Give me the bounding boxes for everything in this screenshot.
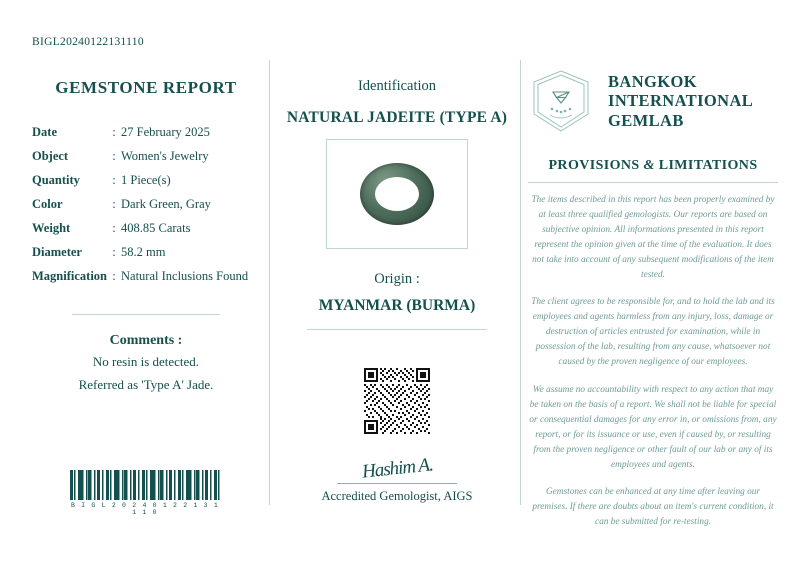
provisions-title-part-1: PROVISIONS bbox=[548, 158, 644, 173]
origin-value: MYANMAR (BURMA) bbox=[318, 297, 476, 314]
column-divider-left bbox=[269, 60, 270, 505]
table-row bbox=[32, 192, 248, 216]
barcode-number: B I G L 2 0 2 4 0 1 2 2 1 3 1 1 1 0 bbox=[71, 502, 219, 516]
left-column bbox=[26, 62, 266, 395]
field-colon: : bbox=[112, 244, 116, 259]
certificate-serial-number: BIGL20240122131110 bbox=[32, 36, 144, 48]
provisions-paragraph-4: Gemstones can be enhanced at any time after leaving our premises. If there are doubts about an item's current condition, it can be submitted for re-testing. bbox=[532, 486, 774, 527]
table-row bbox=[32, 216, 248, 240]
field-value-date: 27 February 2025 bbox=[121, 124, 210, 139]
field-label-magnification: Magnification bbox=[32, 268, 107, 283]
barcode-block bbox=[70, 470, 220, 516]
gemstone-details-table bbox=[32, 120, 248, 288]
provisions-title-part-2: LIMITATIONS bbox=[654, 158, 758, 173]
field-colon: : bbox=[112, 268, 116, 283]
middle-divider bbox=[307, 329, 487, 330]
lab-seal-icon bbox=[528, 68, 594, 134]
identification-label: Identification bbox=[357, 78, 437, 94]
qr-code-icon[interactable] bbox=[364, 368, 430, 434]
provisions-paragraph-1: The items described in this report has been properly examined by at least three qualified gemologists. Our reports are based on subjective opinion. All informations presented in this report represent the opinion given at the time of the evaluation. It does not take into account of any subsequent modifications of the item tested. bbox=[531, 195, 775, 281]
field-colon: : bbox=[112, 124, 116, 139]
jade-bangle-inner-hole bbox=[375, 177, 419, 211]
table-row bbox=[32, 120, 248, 144]
provisions-title bbox=[528, 158, 778, 174]
lab-name-line-2: INTERNATIONAL bbox=[608, 91, 754, 111]
field-label-date: Date bbox=[32, 124, 57, 139]
provisions-paragraph-2: The client agrees to be responsible for, and to hold the lab and its employees and agents harmless from any injury, loss, damage or destruction of articles entrusted for examination, while in possession of the lab, resulting from any cause, whatsoever not caused by the proven negligence of our employees. bbox=[531, 297, 775, 368]
section-divider bbox=[72, 314, 220, 315]
field-label-weight: Weight bbox=[32, 220, 71, 235]
gemologist-signature: Hashim A. bbox=[360, 454, 434, 483]
provisions-paragraph-3: We assume no accountability with respect to any action that may be taken on the basis of a report. We shall not be liable for special or consequential damages for any error in, or omissions from, any report, or for its issuance or use, even if caused by, or resulting from the proven negligence or other fault of our lab or any of its employees and agents. bbox=[529, 384, 777, 470]
field-colon: : bbox=[112, 196, 116, 211]
identification-value: NATURAL JADEITE (TYPE A) bbox=[286, 109, 508, 126]
comments-line-1: No resin is detected. bbox=[92, 354, 200, 369]
table-row bbox=[32, 264, 248, 288]
field-label-object: Object bbox=[32, 148, 69, 163]
brand-header bbox=[528, 68, 778, 134]
lab-name-line-3: GEMLAB bbox=[608, 110, 684, 130]
origin-label: Origin : bbox=[374, 271, 420, 287]
table-row bbox=[32, 240, 248, 264]
field-label-diameter: Diameter bbox=[32, 244, 82, 259]
column-divider-right bbox=[520, 60, 521, 505]
page-title: GEMSTONE REPORT bbox=[55, 78, 237, 97]
field-value-magnification: Natural Inclusions Found bbox=[121, 268, 249, 283]
field-value-weight: 408.85 Carats bbox=[121, 220, 191, 235]
gemstone-photo bbox=[326, 139, 468, 249]
table-row bbox=[32, 144, 248, 168]
barcode-icon bbox=[70, 470, 220, 500]
field-value-color: Dark Green, Gray bbox=[121, 196, 211, 211]
provisions-divider bbox=[528, 182, 778, 183]
lab-name bbox=[608, 72, 753, 130]
jade-bangle-image bbox=[360, 163, 434, 225]
qr-code-svg bbox=[364, 368, 430, 434]
signature-line bbox=[337, 483, 457, 484]
field-colon: : bbox=[112, 220, 116, 235]
table-row bbox=[32, 168, 248, 192]
right-column bbox=[528, 62, 778, 542]
signature-caption: Accredited Gemologist, AIGS bbox=[321, 489, 473, 503]
provisions-title-ampersand: & bbox=[643, 158, 655, 173]
comments-heading: Comments : bbox=[109, 333, 183, 348]
field-colon: : bbox=[112, 172, 116, 187]
middle-column bbox=[277, 62, 517, 504]
comments-line-2: Referred as 'Type A' Jade. bbox=[78, 376, 214, 392]
signature-block bbox=[277, 454, 517, 504]
field-colon: : bbox=[112, 148, 116, 163]
lab-seal-svg bbox=[528, 68, 594, 134]
field-value-object: Women's Jewelry bbox=[121, 148, 209, 163]
field-value-quantity: 1 Piece(s) bbox=[121, 172, 171, 187]
field-label-quantity: Quantity bbox=[32, 172, 80, 187]
lab-name-line-1: BANGKOK bbox=[608, 71, 697, 91]
field-value-diameter: 58.2 mm bbox=[121, 244, 166, 259]
field-label-color: Color bbox=[32, 196, 63, 211]
